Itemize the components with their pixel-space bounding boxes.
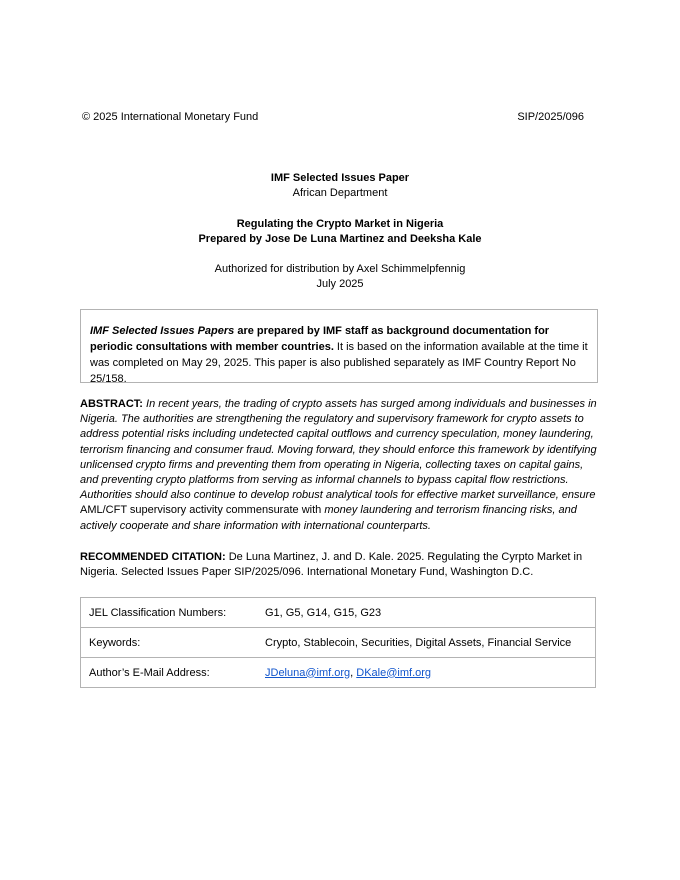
abstract-label: ABSTRACT: xyxy=(80,398,143,410)
series-title: IMF Selected Issues Paper xyxy=(270,172,410,184)
citation-text: De Luna Martinez, J. and D. Kale. 2025. Regulating the Cyrpto Market in Nigeria. Selected Issues Paper SIP/2025/096. International Monetary Fund, Washington D.C. xyxy=(80,551,583,579)
notice-series-name: IMF Selected Issues Papers xyxy=(90,325,235,337)
notice-box xyxy=(80,309,598,383)
copyright-notice: © 2025 International Monetary Fund xyxy=(82,111,259,123)
paper-authors: Prepared by Jose De Luna Martinez and Deeksha Kale xyxy=(198,233,482,245)
department: African Department xyxy=(292,187,388,199)
publication-date: July 2025 xyxy=(316,278,364,290)
notice-plain-text: It is based on the information available at the time it was completed on May 29, 2025. This paper is also published separately as IMF Country Report No 25/158. xyxy=(90,341,588,385)
jel-value: G1, G5, G14, G15, G23 xyxy=(265,606,382,619)
abstract-text-a: In recent years, the trading of crypto assets has surged among individuals and businesses in Nigeria. The authorities are strengthening the regulatory and supervisory framework for crypto assets to address potential risks including undetected capital outflows and currency speculation, money laundering, terrorism financing and consumer fraud. Moving forward, they should enforce this framework by identifying unlicensed crypto firms and preventing them from operating in Nigeria, collecting taxes on capital gains, and preventing crypto platforms from serving as informal channels to bypass capital flow restrictions. Authorities should also continue to develop robust analytical tools for effective market surveillance, ensure xyxy=(80,398,597,502)
series-block xyxy=(0,171,680,201)
paper-title-block xyxy=(0,217,680,247)
table-row-jel xyxy=(81,598,595,627)
email-separator: , xyxy=(350,666,357,679)
table-row-keywords xyxy=(81,627,595,657)
email-link-deluna[interactable]: JDeluna@imf.org xyxy=(265,666,351,679)
email-link-kale[interactable]: DKale@imf.org xyxy=(356,666,432,679)
authorized-by: Authorized for distribution by Axel Schimmelpfennig xyxy=(214,263,466,275)
keywords-value: Crypto, Stablecoin, Securities, Digital Assets, Financial Service xyxy=(265,636,572,649)
abstract-text-b: AML/CFT supervisory activity commensurate with xyxy=(80,504,322,517)
paper-title: Regulating the Crypto Market in Nigeria xyxy=(236,218,444,230)
email-label: Author’s E-Mail Address: xyxy=(89,666,210,679)
keywords-label: Keywords: xyxy=(89,636,141,649)
abstract-text-c: money laundering and terrorism financing risks, and actively cooperate and share information with international counterparts. xyxy=(80,504,577,532)
abstract xyxy=(80,397,600,534)
metadata-table xyxy=(80,597,596,688)
citation-label: RECOMMENDED CITATION: xyxy=(80,551,226,563)
email-values xyxy=(265,667,595,679)
page-header xyxy=(82,111,584,123)
notice-bold-text: are prepared by IMF staff as background documentation for periodic consultations with member countries. xyxy=(90,325,550,353)
authorization-block xyxy=(0,262,680,292)
jel-label: JEL Classification Numbers: xyxy=(89,606,227,619)
recommended-citation xyxy=(80,550,600,580)
paper-id: SIP/2025/096 xyxy=(517,111,584,123)
table-row-email xyxy=(81,657,595,687)
